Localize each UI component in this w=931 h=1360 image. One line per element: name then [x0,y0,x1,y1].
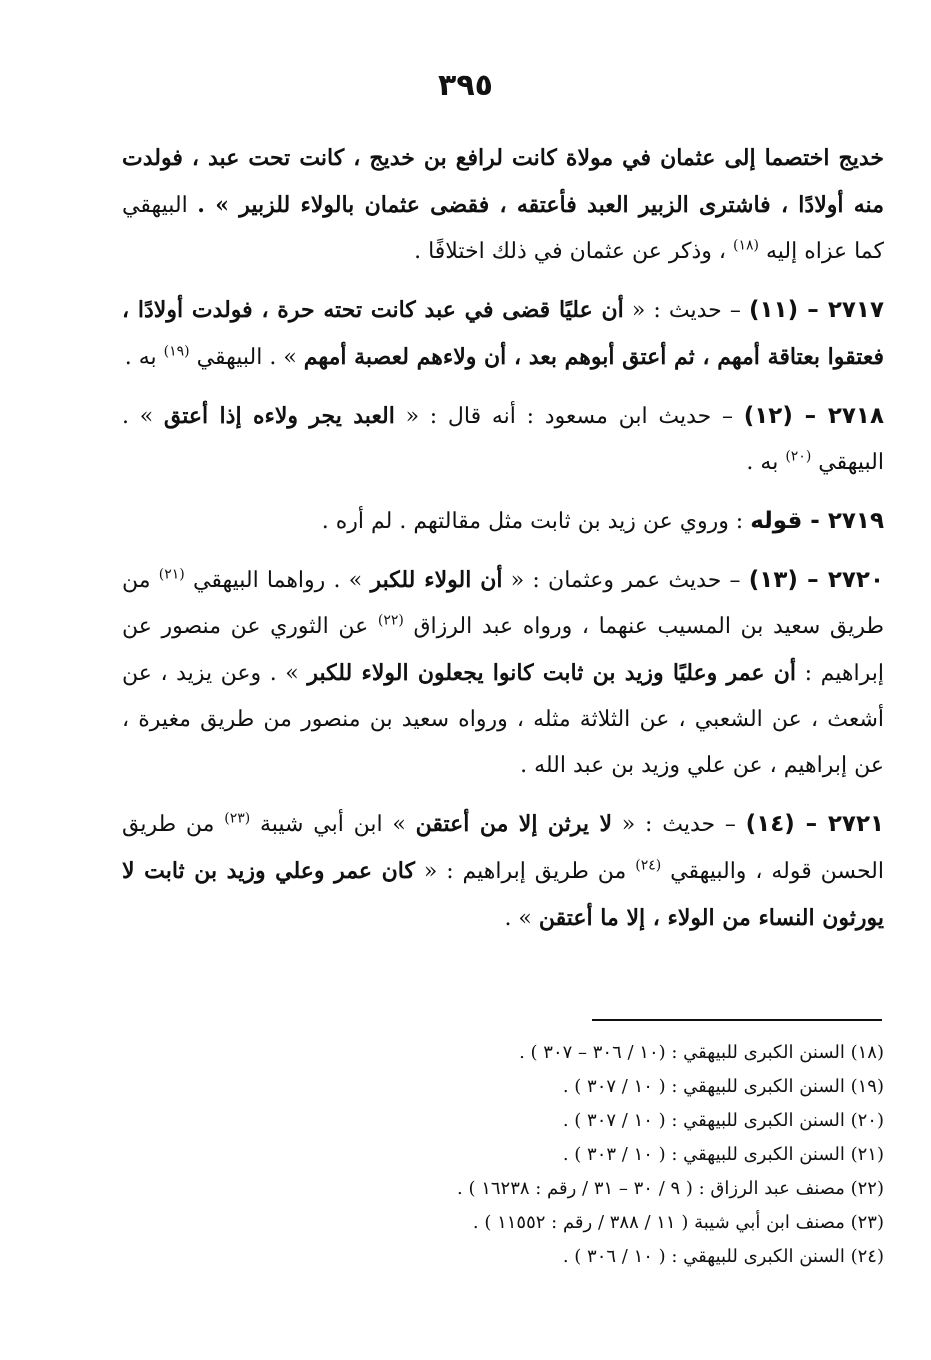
paragraph-text: » . رواهما البيهقي [192,568,371,593]
footnote-19: (١٩) السنن الكبرى للبيهقي : ( ١٠ / ٣٠٧ ) . [562,1076,884,1097]
paragraph-2721 [122,801,884,942]
footnote-24: (٢٤) السنن الكبرى للبيهقي : ( ١٠ / ٣٠٦ ) . [562,1246,884,1267]
paragraph-text: – حديث : « [612,812,746,837]
paragraph-text: – حديث عمر وعثمان : « [502,568,749,593]
footnote-18: (١٨) السنن الكبرى للبيهقي : (١٠ / ٣٠٦ – ٣٠٧ ) . [519,1042,884,1063]
hadith-number: ٢٧١٧ – (١١) [749,297,884,323]
paragraph-text: : وروي عن زيد بن ثابت مثل مقالتهم . لم أره . [321,509,751,534]
hadith-text: خديج اختصما إلى عثمان في مولاة كانت لرافع بن خديج ، كانت تحت عبد ، فولدت منه أولادًا ، فاشترى الزبير العبد فأعتقه ، فقضى عثمان بالولاء للزبير » . [122,145,884,218]
footnote-ref: (٢٠) [785,448,812,465]
hadith-number: ٢٧١٩ - قوله [750,508,884,534]
page-number: ٣٩٥ [438,68,493,103]
hadith-text: أن الولاء للكبر [370,567,503,593]
paragraph-text: ، وذكر عن عثمان في ذلك اختلافًا . [414,239,733,264]
paragraph-text: » . [504,906,539,931]
hadith-number: ٢٧٢١ – (١٤) [745,811,885,837]
footnote-21: (٢١) السنن الكبرى للبيهقي : ( ١٠ / ٣٠٣ ) . [562,1144,884,1165]
paragraph-text: » ابن أبي شيبة [259,812,416,837]
hadith-text: أن عمر وعليًا وزيد بن ثابت كانوا يجعلون الولاء للكبر [307,660,797,686]
paragraph-text: » . البيهقي [122,404,884,475]
hadith-number: ٢٧١٨ – (١٢) [743,403,884,429]
footnote-ref: (١٨) [732,237,759,254]
paragraph-2718 [122,393,884,486]
footnote-divider [592,1019,882,1021]
paragraph-text: » . وعن يزيد ، عن أشعث ، عن الشعبي ، عن الثلاثة مثله ، ورواه سعيد بن منصور من طريق مغيرة ، عن إبراهيم ، عن علي وزيد بن عبد الله . [122,661,884,778]
paragraph-2717 [122,287,884,381]
footnote-ref: (٢٢) [377,612,404,629]
paragraph-text: – حديث ابن مسعود : أنه قال : « [394,404,744,429]
hadith-number: ٢٧٢٠ – (١٣) [748,567,885,593]
paragraph-text: – حديث : « [623,298,749,323]
paragraph-2719 [122,498,884,545]
footnote-ref: (٢٣) [224,810,251,827]
hadith-text: لا يرثن إلا من أعتقن [415,811,613,837]
paragraph-text: من طريق سعيد بن المسيب عنهما ، ورواه عبد الرزاق [122,568,884,639]
paragraph-text: عن الثوري عن منصور عن إبراهيم : [122,614,884,686]
hadith-text: العبد يجر ولاءه إذا أعتق [163,403,395,429]
footnote-ref: (٢١) [158,566,185,583]
paragraph-text: » . البيهقي [196,345,304,370]
main-text [122,135,884,954]
footnote-22: (٢٢) مصنف عبد الرزاق : ( ٩ / ٣٠ – ٣١ / رقم : ١٦٢٣٨ ) . [457,1178,884,1199]
paragraph-text: به . [124,345,164,370]
paragraph-text: البيهقي كما عزاه إليه [122,193,884,264]
paragraph-intro [122,135,884,275]
paragraph-text: من طريق إبراهيم : « [414,859,636,884]
paragraph-2720 [122,557,884,789]
footnote-ref: (١٩) [163,343,190,360]
paragraph-text: من طريق الحسن قوله ، والبيهقي [122,812,884,884]
paragraph-text: به . [746,450,786,475]
footnote-23: (٢٣) مصنف ابن أبي شيبة ( ١١ / ٣٨٨ / رقم : ١١٥٥٢ ) . [472,1212,884,1233]
footnote-20: (٢٠) السنن الكبرى للبيهقي : ( ١٠ / ٣٠٧ ) . [562,1110,884,1131]
hadith-text: أن عليًا قضى في عبد كانت تحته حرة ، فولدت أولادًا ، فعتقوا بعتاقة أمهم ، ثم أعتق أبوهم بعد ، أن ولاءهم لعصبة أمهم [122,297,884,370]
footnote-ref: (٢٤) [635,857,662,874]
footnotes [220,1036,884,1274]
hadith-text: كان عمر وعلي وزيد بن ثابت لا يورثون النساء من الولاء ، إلا ما أعتقن [122,858,884,931]
